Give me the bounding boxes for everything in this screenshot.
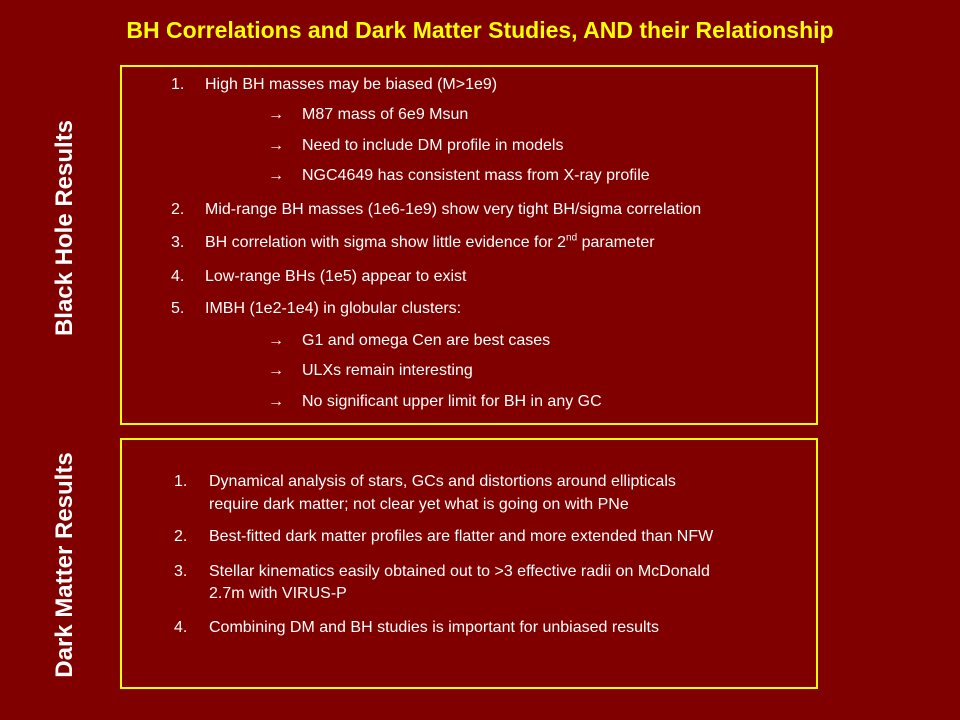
bh-item-5-sub-1-text: G1 and omega Cen are best cases — [302, 332, 551, 349]
bh-item-2-text: Mid-range BH masses (1e6-1e9) show very tight BH/sigma correlation — [205, 201, 702, 218]
superscript: nd — [566, 232, 578, 244]
dm-item-4-number: 4. — [174, 619, 188, 636]
bh-item-2-number: 2. — [171, 201, 185, 218]
arrow-icon: → — [268, 137, 284, 154]
bh-item-3-text-tail: parameter — [577, 234, 655, 251]
bh-item-3-text-main: BH correlation with sigma show little evidence for 2 — [205, 234, 567, 251]
bh-item-3-text — [205, 234, 655, 252]
dm-item-2-number: 2. — [174, 528, 188, 545]
bh-item-4-text: Low-range BHs (1e5) appear to exist — [205, 268, 467, 285]
bh-item-1-text: High BH masses may be biased (M>1e9) — [205, 76, 498, 93]
bh-item-5-sub-2-text: ULXs remain interesting — [302, 362, 473, 379]
dm-item-3-line-1: Stellar kinematics easily obtained out to >3 effective radii on McDonald — [209, 563, 710, 580]
dm-item-3-number: 3. — [174, 563, 188, 580]
black-hole-side-label: Black Hole Results — [51, 119, 78, 337]
dm-item-1-line-2: require dark matter; not clear yet what is going on with PNe — [209, 496, 629, 513]
arrow-icon: → — [268, 106, 284, 123]
bh-item-1-sub-1-text: M87 mass of 6e9 Msun — [302, 106, 469, 123]
arrow-icon: → — [268, 362, 284, 379]
dm-item-1-line-1: Dynamical analysis of stars, GCs and distortions around ellipticals — [209, 473, 676, 490]
dm-item-1-number: 1. — [174, 473, 188, 490]
dm-item-3-line-2: 2.7m with VIRUS-P — [209, 585, 347, 602]
arrow-icon: → — [268, 167, 284, 184]
bh-item-1-sub-3-text: NGC4649 has consistent mass from X-ray profile — [302, 167, 650, 184]
bh-item-5-number: 5. — [171, 300, 185, 317]
dm-item-2-line-1: Best-fitted dark matter profiles are flatter and more extended than NFW — [209, 528, 714, 545]
bh-item-1-number: 1. — [171, 76, 185, 93]
arrow-icon: → — [268, 393, 284, 410]
bh-item-1-sub-2-text: Need to include DM profile in models — [302, 137, 564, 154]
bh-item-4-number: 4. — [171, 268, 185, 285]
slide-title: BH Correlations and Dark Matter Studies, AND their Relationship — [126, 17, 834, 43]
arrow-icon: → — [268, 332, 284, 349]
dm-item-4-line-1: Combining DM and BH studies is important for unbiased results — [209, 619, 659, 636]
bh-item-5-sub-3-text: No significant upper limit for BH in any GC — [302, 393, 602, 410]
dark-matter-side-label: Dark Matter Results — [51, 452, 78, 678]
bh-item-3-number: 3. — [171, 234, 185, 251]
bh-item-5-text: IMBH (1e2-1e4) in globular clusters: — [205, 300, 462, 317]
